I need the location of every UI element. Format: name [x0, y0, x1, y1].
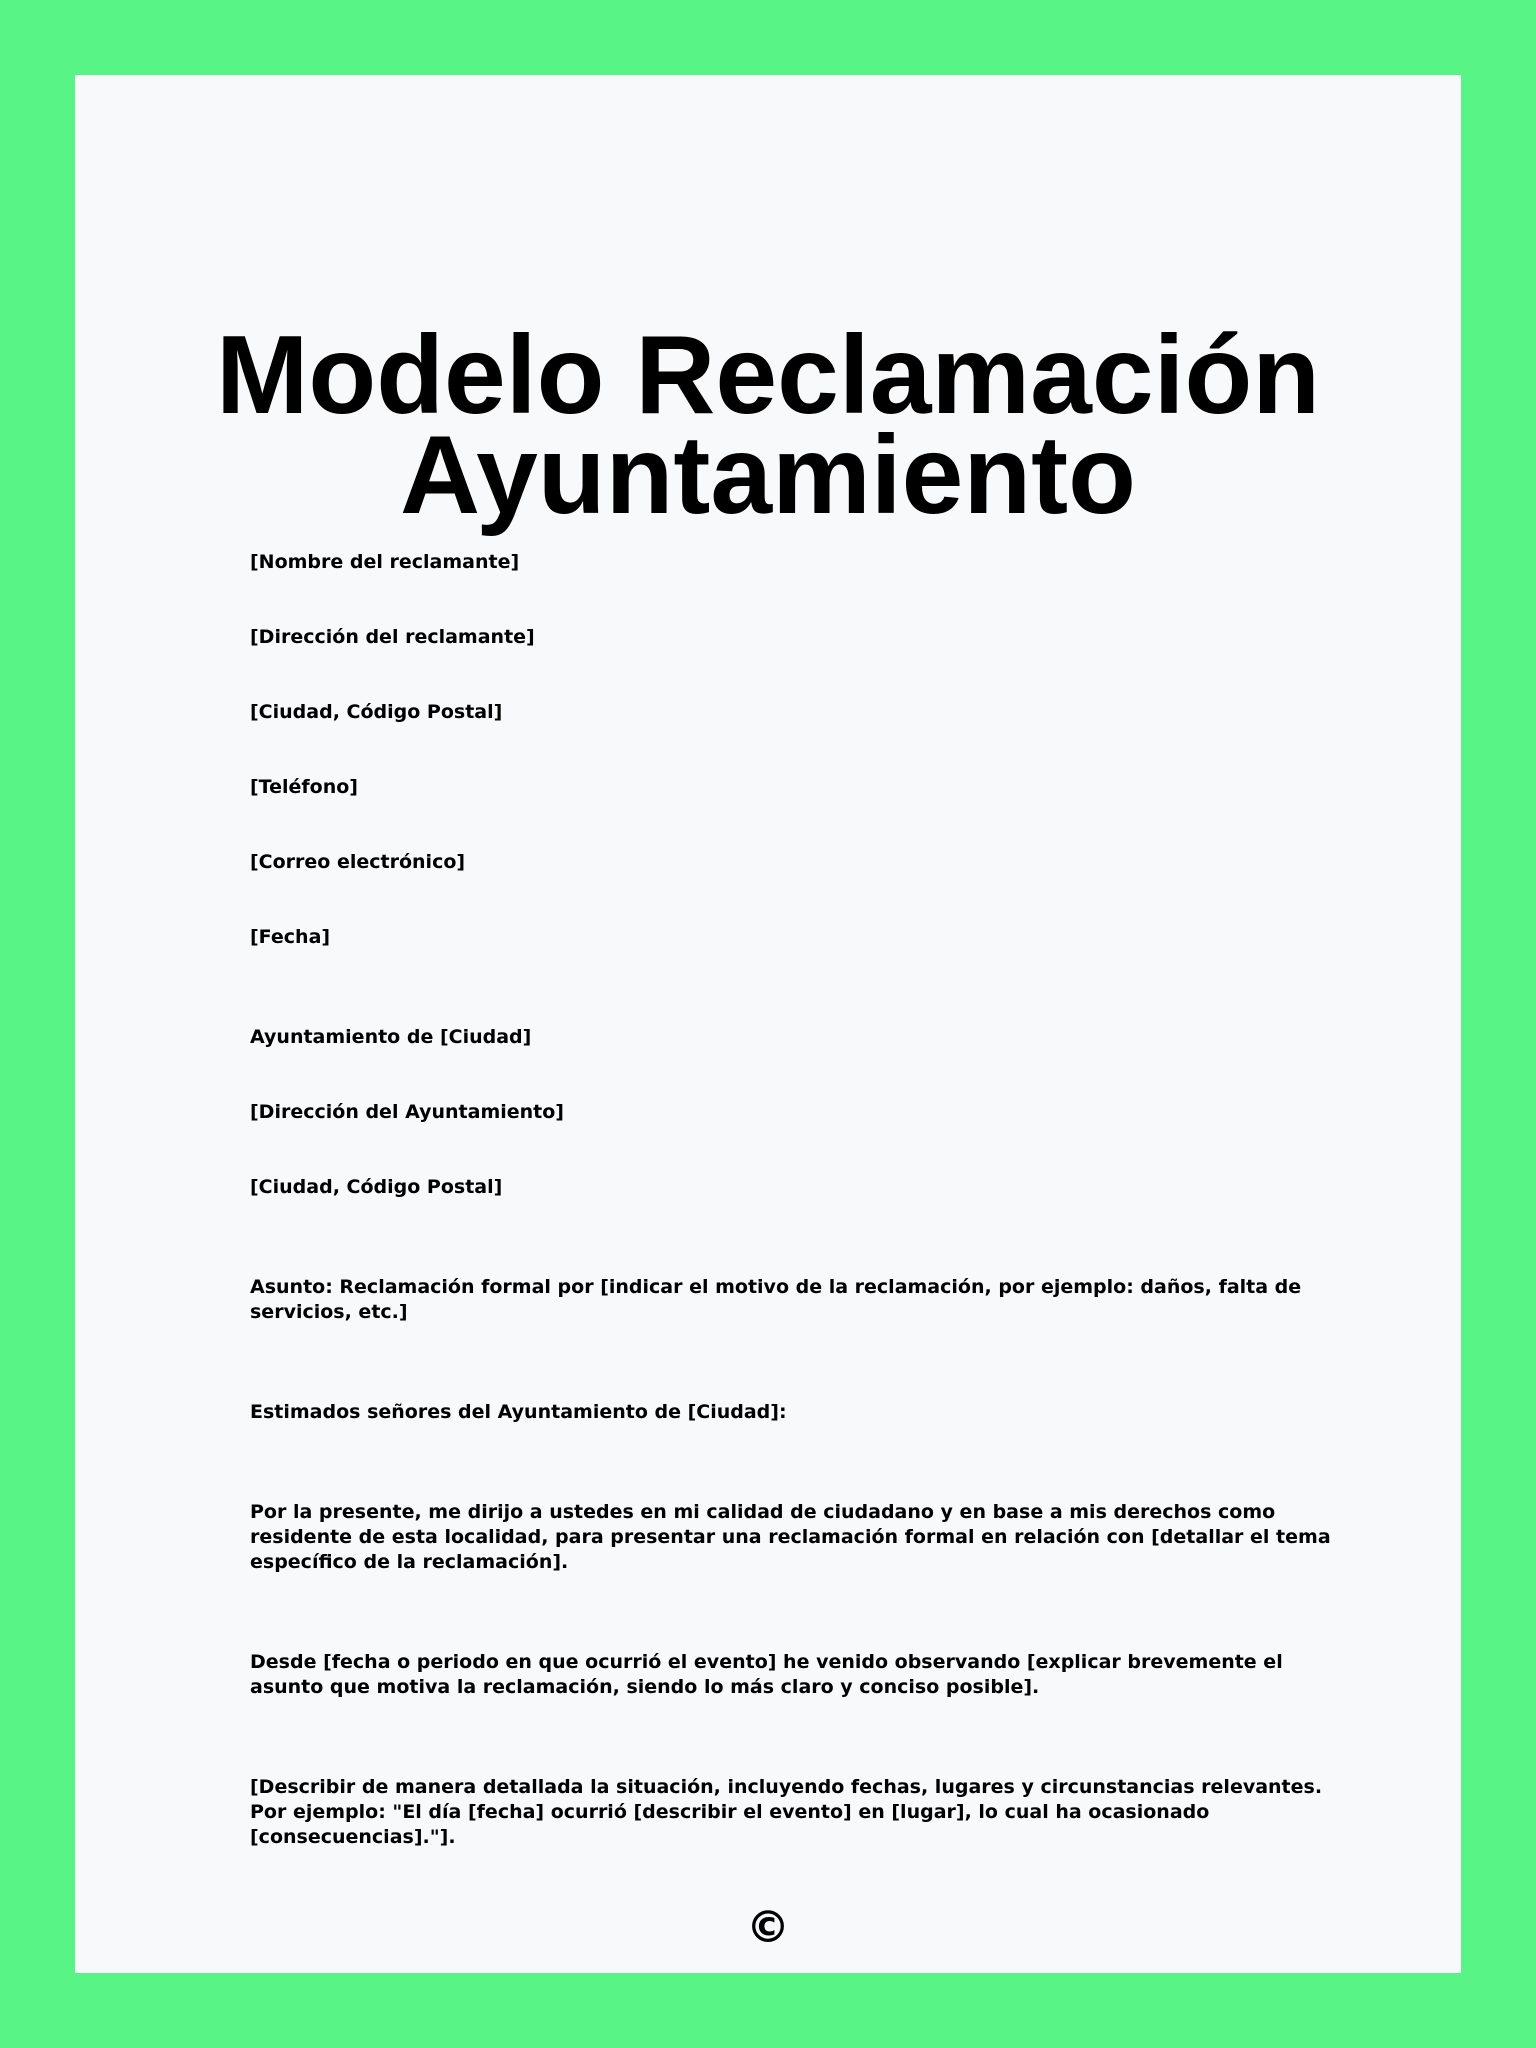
- body-paragraph: Desde [fecha o periodo en que ocurrió el evento] he venido observando [explicar brevemente el asunto que motiva la reclamación, siendo lo más claro y conciso posible].: [250, 1651, 1283, 1698]
- copyright-icon: ©: [746, 1902, 790, 1953]
- document-title: [75, 313, 1461, 537]
- recipient-city: [Ciudad, Código Postal]: [250, 1176, 503, 1198]
- sender-address: [Dirección del reclamante]: [250, 626, 535, 648]
- sender-name: [Nombre del reclamante]: [250, 551, 520, 573]
- body-paragraph: Por la presente, me dirijo a ustedes en mi calidad de ciudadano y en base a mis derechos como residente de esta localidad, para presentar una reclamación formal en relación con [detallar el tema específico de la reclamación].: [250, 1501, 1331, 1573]
- document-page: [75, 75, 1461, 1973]
- title-line-1: Modelo Reclamación: [215, 313, 1321, 437]
- recipient-name: Ayuntamiento de [Ciudad]: [250, 1026, 532, 1048]
- letter-date: [Fecha]: [250, 926, 331, 948]
- greeting: Estimados señores del Ayuntamiento de [Ciudad]:: [250, 1401, 787, 1423]
- subject-line: Asunto: Reclamación formal por [indicar el motivo de la reclamación, por ejemplo: daños, falta de servicios, etc.]: [250, 1276, 1302, 1323]
- recipient-address: [Dirección del Ayuntamiento]: [250, 1101, 564, 1123]
- body-paragraph: [Describir de manera detallada la situación, incluyendo fechas, lugares y circunstancias relevantes. Por ejemplo: "El día [fecha] ocurrió [describir el evento] en [lugar], lo cual ha ocasionado [consecuencias]."].: [250, 1776, 1323, 1848]
- sender-phone: [Teléfono]: [250, 776, 358, 798]
- title-line-2: Ayuntamiento: [400, 413, 1136, 537]
- sender-email: [Correo electrónico]: [250, 851, 466, 873]
- sender-city: [Ciudad, Código Postal]: [250, 701, 503, 723]
